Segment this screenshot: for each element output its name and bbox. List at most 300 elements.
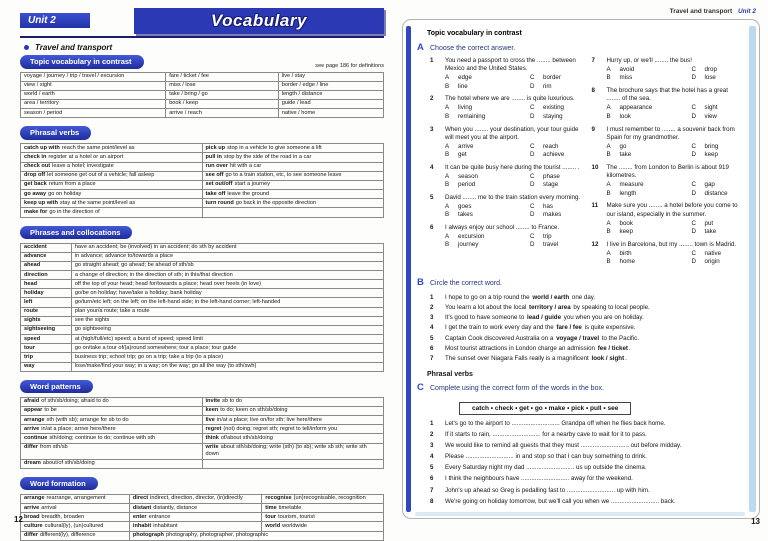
option-letter: A xyxy=(445,104,450,112)
phrase-def: at (high/full/etc) speed; a burst of speed; speed limit xyxy=(71,335,383,344)
formation-base: differ xyxy=(24,532,38,539)
answer-options xyxy=(445,173,582,190)
pattern-term: appear xyxy=(24,407,43,414)
item-text: We're going on holiday tomorrow, but we'll call you when we ............................ back. xyxy=(445,497,676,505)
pattern-cell xyxy=(202,425,384,434)
formation-forms: inhabitant xyxy=(153,522,178,529)
formation-base: recognise xyxy=(265,495,292,502)
question-number: 12 xyxy=(591,240,599,248)
formation-forms: rearrange, arrangement xyxy=(46,495,106,502)
phrasal-cell xyxy=(21,208,203,217)
question-text: When you ........ your destination, your tour guide will meet you at the airport. xyxy=(445,125,579,141)
phrasal-cell xyxy=(21,144,203,153)
phrase-def: off the top of your head; head for/towards a place; head over heels (in love) xyxy=(71,280,383,289)
vocab-cell: area / territory xyxy=(21,99,166,108)
question-text: The ........ from London to Berlin is about 919 kilometres. xyxy=(606,163,729,180)
exercise-b-letter: B xyxy=(417,276,424,288)
question-body xyxy=(607,164,744,198)
option-value: get xyxy=(458,151,467,159)
gap-fill-item xyxy=(430,453,743,462)
phrases-collocations-table xyxy=(20,243,384,372)
phrasal-term: see off xyxy=(205,172,224,179)
option-letter: B xyxy=(606,189,611,197)
option-letter: B xyxy=(445,82,450,90)
item-number: 6 xyxy=(430,475,434,483)
option-letter: A xyxy=(606,219,611,227)
questions-column-left xyxy=(430,57,582,271)
phrase-term: advance xyxy=(21,252,72,261)
pattern-def: to do; keen on sth/sb/doing xyxy=(220,407,288,414)
vocab-cell: border / edge / line xyxy=(278,81,383,90)
option-value: length xyxy=(619,189,637,197)
item-text: Please ............................ in and stop so that I can buy something to drink. xyxy=(445,453,647,461)
question-item xyxy=(430,57,582,91)
table-row xyxy=(21,425,384,434)
phrasal-term: get back xyxy=(24,181,47,188)
formation-cell xyxy=(21,522,130,531)
table-row xyxy=(21,298,384,307)
phrase-def: lose/make/find your way; in a way; on the way; go all the way (to sth/swh) xyxy=(71,362,383,371)
item-number: 4 xyxy=(430,324,434,332)
option-letter: D xyxy=(530,82,535,90)
vocab-cell: fare / ticket / fee xyxy=(166,72,279,81)
text-post: one day. xyxy=(570,293,596,301)
option-value: put xyxy=(704,219,714,227)
option-letter: D xyxy=(691,189,696,197)
phrase-term: speed xyxy=(21,335,72,344)
phrasal-cell xyxy=(202,208,384,217)
option-letter: C xyxy=(530,104,535,112)
item-text xyxy=(445,355,627,364)
formation-base: distant xyxy=(132,504,152,511)
page-number-right: 13 xyxy=(751,517,760,526)
question-body xyxy=(607,202,744,236)
option-value: origin xyxy=(704,258,720,266)
questions-area xyxy=(430,57,743,271)
section-pill-phrasal-verbs: Phrasal verbs xyxy=(20,126,91,140)
option-value: measure xyxy=(619,181,644,189)
gap-fill-item xyxy=(430,487,743,496)
table-row xyxy=(21,335,384,344)
text-pre: Captain Cook discovered Australia on a xyxy=(445,334,556,342)
option-value: goes xyxy=(458,202,472,210)
table-row xyxy=(21,316,384,325)
question-number: 2 xyxy=(430,95,434,103)
table-row xyxy=(21,459,384,468)
text-post: you when you are on holiday. xyxy=(562,314,644,322)
item-number: 3 xyxy=(430,441,434,449)
gap-fill-item xyxy=(430,431,743,440)
table-row xyxy=(21,243,384,252)
phrasal-cell xyxy=(21,162,203,171)
table-row xyxy=(21,162,384,171)
answer-options xyxy=(607,181,744,198)
option-value: appearance xyxy=(619,104,653,112)
phrase-def: plan your/a route; take a route xyxy=(71,307,383,316)
formation-base: broad xyxy=(24,513,40,520)
phrase-term: way xyxy=(21,362,72,371)
formation-base: tour xyxy=(265,513,277,520)
item-text xyxy=(445,335,639,344)
table-row xyxy=(21,325,384,334)
definitions-note: see page 186 for definitions xyxy=(315,62,384,69)
table-row xyxy=(21,72,384,81)
option-value: take xyxy=(619,151,632,159)
formation-cell xyxy=(21,494,130,503)
phrase-def: business trip; school trip; go on a trip; take a trip (to a place) xyxy=(71,353,383,362)
question-item xyxy=(430,126,582,160)
item-text xyxy=(445,324,635,333)
option-letter: A xyxy=(606,65,611,73)
panel-content xyxy=(417,26,743,510)
question-body xyxy=(445,164,582,190)
phrase-def: in advance; advance to/towards a place xyxy=(71,252,383,261)
table-row xyxy=(21,344,384,353)
item-number: 7 xyxy=(430,354,434,362)
gap-fill-item xyxy=(430,475,743,484)
topic-vocabulary-table xyxy=(20,72,384,119)
phrasal-def: register at a hotel or an airport xyxy=(48,153,124,160)
pattern-cell xyxy=(21,443,203,459)
option-value: arrive xyxy=(458,142,474,150)
question-body xyxy=(607,87,744,121)
option-value: home xyxy=(619,258,635,266)
phrase-term: sightseeing xyxy=(21,325,72,334)
phrasal-def: leave the ground xyxy=(227,190,270,197)
phrasal-term: run over xyxy=(205,163,228,170)
option-letter: C xyxy=(530,74,535,82)
option-letter: D xyxy=(530,112,535,120)
formation-cell xyxy=(262,522,384,531)
phrasal-cell xyxy=(21,180,203,189)
question-number: 3 xyxy=(430,125,434,133)
pattern-def: sb to do xyxy=(222,398,243,405)
page-title-bar xyxy=(134,8,384,34)
formation-base: enter xyxy=(132,513,147,520)
item-text xyxy=(445,294,595,303)
option-letter: B xyxy=(606,112,611,120)
question-body xyxy=(607,126,744,160)
table-row xyxy=(21,171,384,180)
question-text: Hurry up, or we'll ........ the bus! xyxy=(606,57,692,64)
table-row xyxy=(21,144,384,153)
option-letter: B xyxy=(445,181,450,189)
circle-word-item xyxy=(430,314,743,323)
option-value: excursion xyxy=(458,232,485,240)
table-row xyxy=(21,252,384,261)
option-letter: C xyxy=(691,104,696,112)
question-number: 4 xyxy=(430,163,434,171)
pattern-term: invite xyxy=(205,398,221,405)
phrasal-term: drop off xyxy=(24,172,46,179)
pattern-def: about/of sth/sb/doing xyxy=(42,460,95,467)
exercise-c-header xyxy=(417,382,743,393)
gap-fill-list xyxy=(430,420,743,507)
phrase-term: accident xyxy=(21,243,72,252)
formation-cell xyxy=(129,513,261,522)
item-text: We would like to remind all guests that they must ............................ out before midday. xyxy=(445,441,682,449)
gap-fill-item xyxy=(430,420,743,429)
circle-word-item xyxy=(430,304,743,313)
section-pill-phrases-collocations: Phrases and collocations xyxy=(20,226,132,240)
question-item xyxy=(430,224,582,250)
option-letter: C xyxy=(530,142,535,150)
phrasal-cell xyxy=(202,171,384,180)
table-row xyxy=(21,513,384,522)
option-letter: D xyxy=(691,151,696,159)
phrasal-def: stop by the side of the road in a car xyxy=(223,153,312,160)
question-number: 11 xyxy=(591,202,599,210)
table-row xyxy=(21,81,384,90)
phrasal-def: let someone get out of a vehicle; fall asleep xyxy=(47,172,155,179)
table-row xyxy=(21,443,384,459)
option-letter: C xyxy=(691,249,696,257)
formation-base: world xyxy=(265,522,281,529)
phrasal-term: make for xyxy=(24,208,48,215)
vocab-cell: voyage / journey / trip / travel / excursion xyxy=(21,72,166,81)
option-letter: B xyxy=(606,258,611,266)
formation-forms: photography, photographer, photographic xyxy=(165,532,269,539)
item-number: 7 xyxy=(430,486,434,494)
question-number: 7 xyxy=(591,57,595,64)
option-letter: A xyxy=(445,74,450,82)
phrasal-def: stop in a vehicle to give someone a lift xyxy=(227,144,322,151)
phrase-term: route xyxy=(21,307,72,316)
table-row xyxy=(21,416,384,425)
item-text xyxy=(445,304,650,313)
vocab-cell: live / stay xyxy=(278,72,383,81)
vocab-cell: length / distance xyxy=(278,90,383,99)
exercise-b-header xyxy=(417,277,743,288)
text-post: . xyxy=(625,354,627,362)
phrasal-term: keep up with xyxy=(24,199,58,206)
exercise-b-instruction: Circle the correct word. xyxy=(430,279,502,287)
question-item xyxy=(592,241,744,267)
pattern-def: in/at a place; live on/for sth; live here/there xyxy=(216,416,322,423)
item-number: 2 xyxy=(430,304,434,312)
pattern-term: think xyxy=(205,434,219,441)
running-header-unit: Unit 2 xyxy=(737,8,756,15)
formation-cell xyxy=(262,504,384,513)
phrasal-def: start a journey xyxy=(234,181,270,188)
answer-options xyxy=(445,203,582,220)
option-letter: D xyxy=(691,258,696,266)
phrasal-cell xyxy=(202,180,384,189)
pattern-def: (not) doing; regret sth; regret to tell/inform you xyxy=(223,425,338,432)
phrasal-def: return from a place xyxy=(48,181,96,188)
running-header xyxy=(402,8,756,15)
formation-base: photograph xyxy=(132,532,164,539)
table-row xyxy=(21,522,384,531)
page-title: Vocabulary xyxy=(210,11,307,30)
pattern-cell xyxy=(21,397,203,406)
option-value: remaining xyxy=(458,112,486,120)
word-formation-table xyxy=(20,494,384,541)
text-pre: It's good to have someone to xyxy=(445,314,526,322)
item-number: 5 xyxy=(430,334,434,342)
text-post: by speaking to local people. xyxy=(571,304,650,312)
option-letter: D xyxy=(530,151,535,159)
item-number: 3 xyxy=(430,314,434,322)
option-value: rim xyxy=(543,82,552,90)
circle-word-item xyxy=(430,345,743,354)
phrasal-def: go on holiday xyxy=(48,190,82,197)
pattern-cell xyxy=(202,406,384,415)
item-text: I think the neighbours have ............................ away for the weekend. xyxy=(445,475,633,483)
question-text: I live in Barcelona, but my ........ town is Madrid. xyxy=(606,240,737,248)
question-text: You need a passport to cross the ........ between Mexico and the United States. xyxy=(445,57,576,73)
pattern-term: keen xyxy=(205,407,219,414)
phrasal-cell xyxy=(202,162,384,171)
vocab-cell: miss / lose xyxy=(166,81,279,90)
option-letter: A xyxy=(445,172,450,180)
formation-cell xyxy=(21,504,130,513)
unit-header xyxy=(20,8,384,38)
circle-word-item xyxy=(430,324,743,333)
option-value: edge xyxy=(458,74,472,82)
question-item xyxy=(592,202,744,236)
option-letter: D xyxy=(530,181,535,189)
table-row xyxy=(21,504,384,513)
phrase-def: go sightseeing xyxy=(71,325,383,334)
option-letter: C xyxy=(691,219,696,227)
question-number: 6 xyxy=(430,224,434,232)
question-text: The hotel where we are ........ is quite luxurious. xyxy=(445,95,575,103)
option-letter: B xyxy=(445,151,450,159)
formation-forms: cultural(ly), (un)cultured xyxy=(44,522,104,529)
pattern-def: of sth/sb/doing; afraid to do xyxy=(41,398,109,405)
panel-stripe-bottom xyxy=(415,512,745,516)
pattern-cell xyxy=(202,459,384,468)
phrasal-verbs-table xyxy=(20,143,384,217)
question-text: Make sure you ........ a hotel before you come to our island, especially in the summer. xyxy=(606,202,738,218)
word-choice: fee / ticket xyxy=(597,344,628,352)
option-letter: A xyxy=(445,232,450,240)
text-post: to the Pacific. xyxy=(600,334,639,342)
table-row xyxy=(21,180,384,189)
phrase-term: holiday xyxy=(21,289,72,298)
option-value: reach xyxy=(543,142,559,150)
formation-forms: arrival xyxy=(41,504,57,511)
pattern-cell xyxy=(21,416,203,425)
table-row xyxy=(21,406,384,415)
pattern-cell xyxy=(21,425,203,434)
formation-forms: timetable xyxy=(278,504,302,511)
word-box: catch • check • get • go • make • pick • pull • see xyxy=(459,402,631,415)
pattern-term: write xyxy=(205,444,219,450)
formation-forms: breadth, broaden xyxy=(41,513,85,520)
table-row xyxy=(21,362,384,371)
phrase-def: go/turn/etc left; on the left; on the left-hand side; in the left-hand corner; left-handed xyxy=(71,298,383,307)
formation-cell xyxy=(262,513,384,522)
phrasal-cell xyxy=(21,171,203,180)
question-number: 5 xyxy=(430,194,434,202)
item-number: 6 xyxy=(430,344,434,352)
vocab-cell: guide / lead xyxy=(278,99,383,108)
option-letter: D xyxy=(691,74,696,82)
phrase-def: go on/take a tour of/(a)round somewhere; tour a place; tour guide xyxy=(71,344,383,353)
option-letter: D xyxy=(530,241,535,249)
option-letter: D xyxy=(691,112,696,120)
word-choice: territory / area xyxy=(529,304,571,312)
questions-column-right xyxy=(592,57,744,271)
option-letter: B xyxy=(445,112,450,120)
phrasal-def: leave a hotel; investigate xyxy=(52,163,114,170)
answer-options xyxy=(445,104,582,121)
option-letter: A xyxy=(606,249,611,257)
phrase-term: ahead xyxy=(21,261,72,270)
section-pill-word-patterns: Word patterns xyxy=(20,380,93,394)
word-choice: fare / fee xyxy=(556,324,582,332)
answer-options xyxy=(607,220,744,237)
table-row xyxy=(21,289,384,298)
answer-options xyxy=(607,143,744,160)
question-number: 10 xyxy=(591,163,599,171)
phrasal-def: hit with a car xyxy=(229,163,262,170)
answer-options xyxy=(607,66,744,83)
formation-cell xyxy=(129,494,261,503)
pattern-cell xyxy=(21,434,203,443)
vocab-cell: view / sight xyxy=(21,81,166,90)
question-body xyxy=(607,241,744,267)
phrase-term: sights xyxy=(21,316,72,325)
option-letter: C xyxy=(530,172,535,180)
word-choice: world / earth xyxy=(532,293,570,301)
panel-stripe-left xyxy=(406,26,411,512)
option-value: takes xyxy=(458,211,473,219)
option-value: period xyxy=(458,181,476,189)
table-row xyxy=(21,531,384,540)
unit-label: Unit 2 xyxy=(20,13,90,28)
topic-section-header xyxy=(20,55,384,69)
question-text: It can be quite busy here during the tourist ........ . xyxy=(445,163,580,171)
gap-fill-item xyxy=(430,464,743,473)
item-text xyxy=(445,345,631,354)
phrase-term: trip xyxy=(21,353,72,362)
table-row xyxy=(21,434,384,443)
vocab-cell: season / period xyxy=(21,109,166,118)
option-letter: C xyxy=(530,202,535,210)
option-value: achieve xyxy=(543,151,565,159)
phrase-term: left xyxy=(21,298,72,307)
table-row xyxy=(21,90,384,99)
vocab-cell: world / earth xyxy=(21,90,166,99)
pattern-cell xyxy=(21,406,203,415)
text-pre: The sunset over Niagara Falls really is a magnificent xyxy=(445,354,591,362)
phrasal-cell xyxy=(202,199,384,208)
phrasal-def: go back in the opposite direction xyxy=(235,199,317,206)
word-patterns-table xyxy=(20,397,384,469)
phrasal-cell xyxy=(21,190,203,199)
phrasal-term: pick up xyxy=(205,144,226,151)
option-letter: C xyxy=(691,181,696,189)
option-value: drop xyxy=(704,65,717,73)
question-number: 8 xyxy=(591,87,595,95)
formation-forms: different(ly), difference xyxy=(39,532,96,539)
question-body xyxy=(445,57,582,91)
phrasal-cell xyxy=(202,153,384,162)
question-text: David ........ me to the train station every morning. xyxy=(445,194,581,202)
option-letter: B xyxy=(606,74,611,82)
text-pre: I get the train to work every day and the xyxy=(445,324,556,332)
option-value: view xyxy=(704,112,717,120)
formation-cell xyxy=(129,522,261,531)
question-item xyxy=(430,164,582,190)
question-body xyxy=(607,57,744,83)
option-letter: B xyxy=(445,241,450,249)
option-letter: B xyxy=(606,151,611,159)
phrase-def: have an accident; be (involved) in an accident; do sth by accident xyxy=(71,243,383,252)
